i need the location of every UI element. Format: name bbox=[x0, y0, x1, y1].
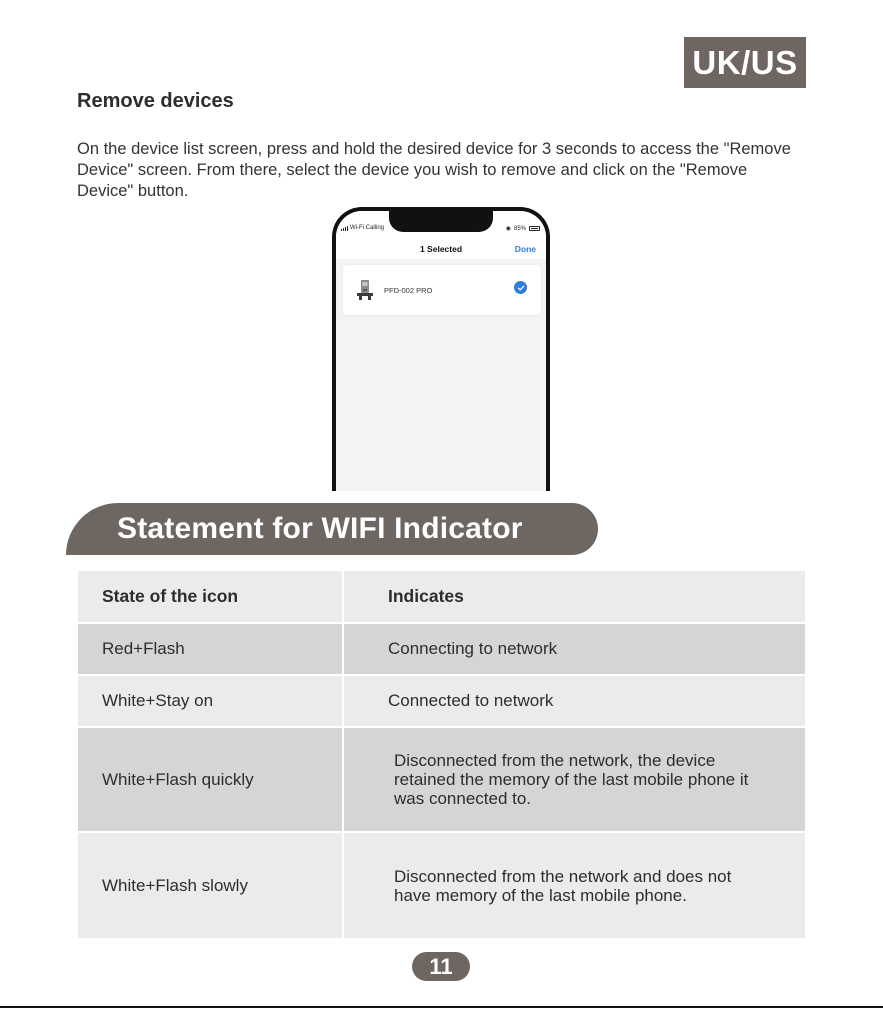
region-badge: UK/US bbox=[684, 37, 806, 88]
indicates-cell: Disconnected from the network, the device retained the memory of the last mobile phone it was connected to. bbox=[344, 728, 805, 833]
done-button[interactable]: Done bbox=[514, 244, 536, 254]
feeder-device-icon bbox=[353, 278, 377, 302]
location-icon: ◉ bbox=[505, 226, 511, 232]
wifi-indicator-table bbox=[78, 571, 805, 940]
battery-percent: 85% bbox=[513, 225, 526, 232]
phone-header bbox=[336, 211, 546, 259]
device-list-item[interactable] bbox=[343, 265, 541, 315]
table-row bbox=[78, 728, 805, 833]
nav-title: 1 Selected bbox=[419, 244, 463, 254]
section-title: Remove devices bbox=[77, 90, 234, 112]
header-indicates: Indicates bbox=[344, 571, 805, 624]
wifi-indicator-banner bbox=[66, 503, 598, 555]
state-cell: White+Flash slowly bbox=[78, 833, 344, 940]
status-carrier: Wi-Fi Calling bbox=[350, 225, 385, 231]
banner-title: Statement for WIFI Indicator bbox=[117, 512, 523, 545]
table-header-row bbox=[78, 571, 805, 624]
state-cell: White+Flash quickly bbox=[78, 728, 344, 833]
status-bar-right bbox=[506, 225, 540, 232]
status-bar-left bbox=[341, 225, 384, 231]
indicates-cell: Disconnected from the network and does not have memory of the last mobile phone. bbox=[344, 833, 805, 940]
table-row bbox=[78, 833, 805, 940]
phone-notch bbox=[389, 207, 493, 232]
bottom-rule bbox=[0, 1006, 883, 1008]
signal-icon bbox=[341, 226, 348, 231]
indicates-cell: Connecting to network bbox=[344, 624, 805, 676]
selected-check-icon[interactable] bbox=[514, 281, 527, 294]
device-name: PFD-002 PRO bbox=[384, 286, 433, 295]
instructions-paragraph: On the device list screen, press and hold the desired device for 3 seconds to access the "Remove Device" screen. From there, select the device you wish to remove and click on the "Remove Device" button. bbox=[77, 140, 791, 200]
page-number: 11 bbox=[412, 952, 470, 981]
table-row bbox=[78, 676, 805, 728]
state-cell: White+Stay on bbox=[78, 676, 344, 728]
phone-mockup bbox=[332, 207, 550, 491]
header-state: State of the icon bbox=[78, 571, 344, 624]
table-row bbox=[78, 624, 805, 676]
state-cell: Red+Flash bbox=[78, 624, 344, 676]
indicates-cell: Connected to network bbox=[344, 676, 805, 728]
battery-icon bbox=[529, 226, 540, 231]
